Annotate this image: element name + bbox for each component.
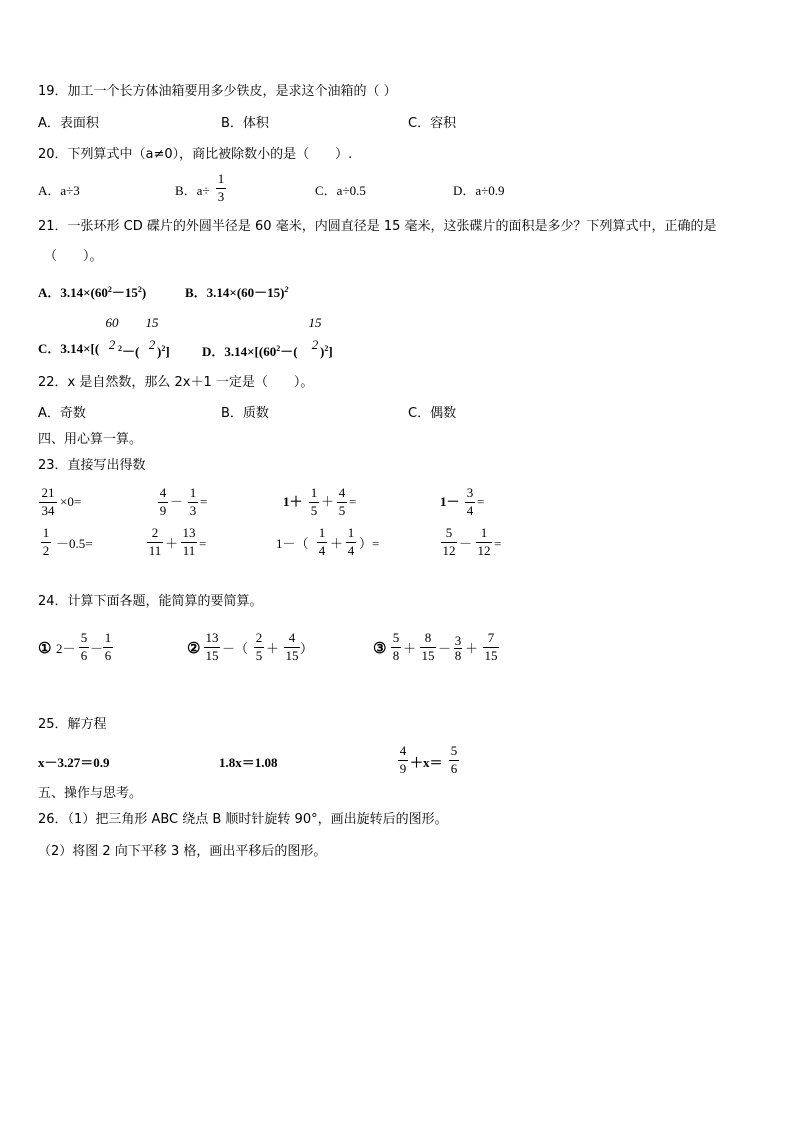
q21-option-c: C．3.14×[( bbox=[38, 341, 100, 356]
q21-option-d: D．$3.14\times[(60^2-$( bbox=[202, 344, 298, 359]
q25-eq1: x－3.27＝0.9 bbox=[38, 755, 110, 770]
q19-option-b: B．体积 bbox=[221, 116, 269, 131]
q21-option-b: B．$3.14\times(60-15)^2$ bbox=[185, 285, 289, 300]
q19-stem: 19．加工一个长方体油箱要用多少铁皮，是求这个油箱的（ ） bbox=[38, 84, 397, 99]
q22-option-b: B．质数 bbox=[221, 406, 269, 421]
q24-p2-mark: ② bbox=[187, 641, 201, 657]
q23-e1-tail: ×0= bbox=[60, 494, 82, 509]
q25-eq2: 1.8x＝1.08 bbox=[219, 755, 278, 770]
q25-title: 25．解方程 bbox=[38, 717, 107, 732]
section-4-heading: 四、用心算一算。 bbox=[38, 432, 143, 447]
q20-option-c: C．a÷0.5 bbox=[315, 183, 366, 198]
q20-option-a: A．a÷3 bbox=[38, 183, 80, 198]
q23-title: 23．直接写出得数 bbox=[38, 458, 146, 473]
q19-option-c: C．容积 bbox=[408, 116, 457, 131]
q26-line1: 26．（1）把三角形 ABC 绕点 B 顺时针旋转 90°，画出旋转后的图形。 bbox=[38, 812, 448, 827]
q21-stem-line1: 21．一张环形 CD 碟片的外圆半径是 60 毫米，内圆直径是 15 毫米，这张碟片的面积是多少？下列算式中，正确的是 bbox=[38, 219, 717, 234]
q24-title: 24．计算下面各题，能简算的要简算。 bbox=[38, 594, 263, 609]
q21-option-a: A．$3.14\times(60^2-15^2)$ bbox=[38, 285, 147, 300]
q24-p3-mark: ③ bbox=[373, 641, 387, 657]
section-5-heading: 五、操作与思考。 bbox=[38, 786, 143, 801]
q22-option-a: A．奇数 bbox=[38, 406, 86, 421]
q22-option-c: C．偶数 bbox=[408, 406, 457, 421]
q24-p1-mark: ① bbox=[38, 641, 52, 657]
q26-line2: （2）将图 2 向下平移 3 格，画出平移后的图形。 bbox=[38, 844, 327, 859]
q21-stem-line2: （ ）。 bbox=[44, 249, 103, 264]
q20-option-d: D．a÷0.9 bbox=[453, 183, 505, 198]
q19-option-a: A．表面积 bbox=[38, 116, 99, 131]
q20-option-b: B．a÷ bbox=[175, 183, 210, 198]
q20-stem: 20．下列算式中（a≠0），商比被除数小的是（ ）. bbox=[38, 147, 353, 162]
q22-stem: 22．x 是自然数，那么 2x＋1 一定是（ ）。 bbox=[38, 375, 314, 390]
